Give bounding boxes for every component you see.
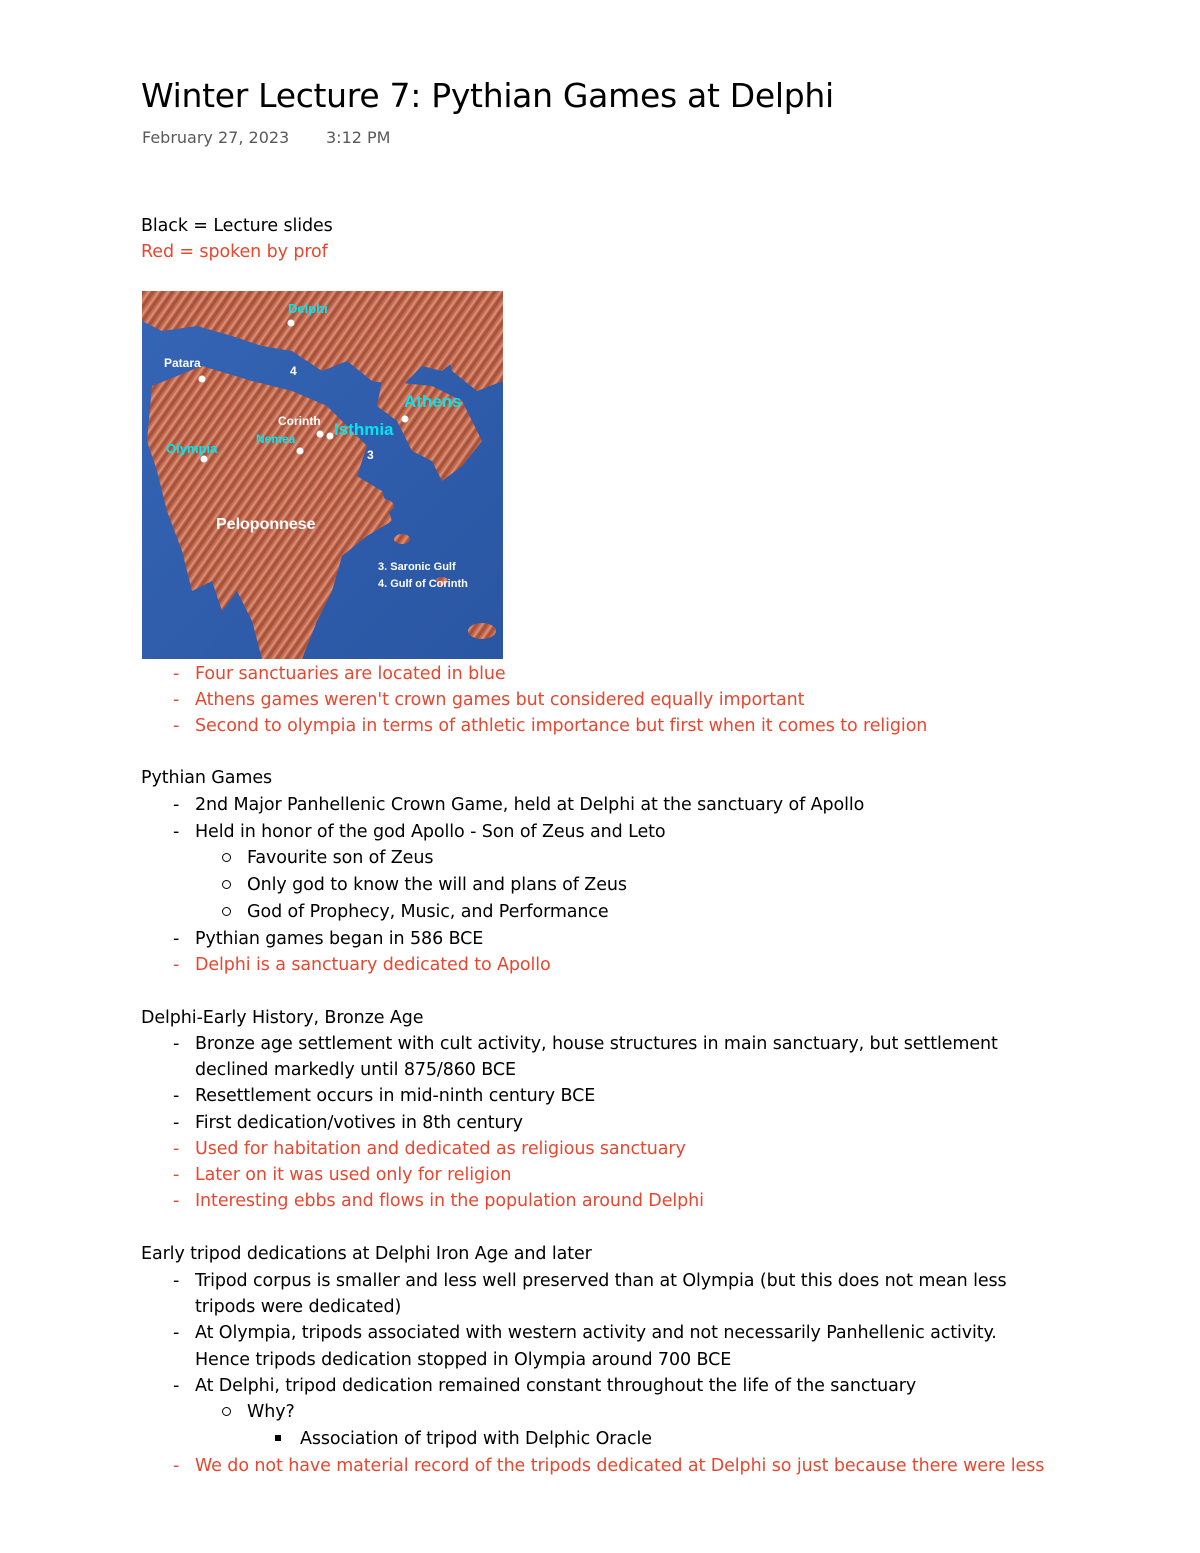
legend-black: Black = Lecture slides: [141, 216, 333, 236]
map-label-isthmia: Isthmia: [334, 420, 394, 439]
peloponnese-map-image: [142, 291, 503, 659]
dash-bullet: -: [173, 1086, 180, 1106]
list-item-continued: declined markedly until 875/860 BCE: [195, 1060, 516, 1080]
dash-bullet: -: [173, 1191, 180, 1211]
list-item: Tripod corpus is smaller and less well preserved than at Olympia (but this does not mean less: [195, 1271, 1007, 1291]
circle-bullet: [222, 880, 231, 889]
circle-bullet: [222, 853, 231, 862]
list-item: Favourite son of Zeus: [247, 848, 434, 868]
list-item: Held in honor of the god Apollo - Son of Zeus and Leto: [195, 822, 666, 842]
list-item: Interesting ebbs and flows in the population around Delphi: [195, 1191, 704, 1211]
athens-dot: [402, 416, 409, 423]
map-legend-corinth: 4. Gulf of Corinth: [378, 578, 468, 590]
map-label-gulf-3: 3: [367, 448, 374, 462]
list-item: Athens games weren't crown games but considered equally important: [195, 690, 805, 710]
isthmia-dot: [327, 433, 334, 440]
corinth-dot: [317, 431, 324, 438]
list-item: God of Prophecy, Music, and Performance: [247, 902, 609, 922]
list-item: Why?: [247, 1402, 295, 1422]
list-item: Later on it was used only for religion: [195, 1165, 512, 1185]
section-heading: Delphi-Early History, Bronze Age: [141, 1008, 424, 1028]
map-label-delphi: Delphi: [288, 301, 328, 316]
circle-bullet: [222, 907, 231, 916]
map-label-corinth: Corinth: [278, 414, 321, 428]
note-time: 3:12 PM: [326, 128, 391, 147]
note-date: February 27, 2023: [142, 128, 290, 147]
dash-bullet: -: [173, 716, 180, 736]
map-label-gulf-4: 4: [290, 364, 297, 378]
list-item: 2nd Major Panhellenic Crown Game, held at Delphi at the sanctuary of Apollo: [195, 795, 865, 815]
list-item: Pythian games began in 586 BCE: [195, 929, 484, 949]
dash-bullet: -: [173, 822, 180, 842]
dash-bullet: -: [173, 1165, 180, 1185]
list-item: First dedication/votives in 8th century: [195, 1113, 523, 1133]
map-label-peloponnese: Peloponnese: [216, 516, 316, 533]
list-item: At Olympia, tripods associated with western activity and not necessarily Panhellenic activity.: [195, 1323, 997, 1343]
list-item: Used for habitation and dedicated as religious sanctuary: [195, 1139, 686, 1159]
dash-bullet: -: [173, 1376, 180, 1396]
nemea-dot: [297, 448, 304, 455]
map-svg: [142, 291, 503, 659]
map-legend-saronic: 3. Saronic Gulf: [378, 561, 456, 573]
circle-bullet: [222, 1407, 231, 1416]
list-item: Second to olympia in terms of athletic importance but first when it comes to religion: [195, 716, 928, 736]
list-item: Bronze age settlement with cult activity, house structures in main sanctuary, but settlement: [195, 1034, 998, 1054]
list-item: Association of tripod with Delphic Oracle: [300, 1429, 652, 1449]
dash-bullet: -: [173, 664, 180, 684]
dash-bullet: -: [173, 1113, 180, 1133]
map-label-patara: Patara: [164, 356, 201, 370]
list-item: We do not have material record of the tripods dedicated at Delphi so just because there were less: [195, 1456, 1045, 1476]
dash-bullet: -: [173, 1456, 180, 1476]
legend-red: Red = spoken by prof: [141, 242, 328, 262]
list-item: Delphi is a sanctuary dedicated to Apollo: [195, 955, 551, 975]
island: [370, 499, 394, 513]
dash-bullet: -: [173, 955, 180, 975]
section-heading: Pythian Games: [141, 768, 273, 788]
map-label-nemea: Nemea: [256, 432, 296, 446]
list-item: Four sanctuaries are located in blue: [195, 664, 506, 684]
dash-bullet: -: [173, 690, 180, 710]
page-title: Winter Lecture 7: Pythian Games at Delphi: [141, 76, 834, 115]
dash-bullet: -: [173, 929, 180, 949]
dash-bullet: -: [173, 1034, 180, 1054]
square-bullet: [275, 1435, 281, 1441]
delphi-dot: [288, 320, 295, 327]
dash-bullet: -: [173, 1323, 180, 1343]
patara-dot: [199, 376, 206, 383]
olympia-dot: [201, 456, 208, 463]
dash-bullet: -: [173, 1139, 180, 1159]
list-item-continued: tripods were dedicated): [195, 1297, 402, 1317]
section-heading: Early tripod dedications at Delphi Iron Age and later: [141, 1244, 592, 1264]
list-item: Only god to know the will and plans of Zeus: [247, 875, 627, 895]
list-item: At Delphi, tripod dedication remained constant throughout the life of the sanctuary: [195, 1376, 917, 1396]
map-label-olympia: Olympia: [166, 441, 218, 456]
island: [394, 534, 410, 544]
island: [468, 623, 496, 639]
list-item: Resettlement occurs in mid-ninth century BCE: [195, 1086, 596, 1106]
map-label-athens: Athens: [404, 392, 462, 411]
dash-bullet: -: [173, 1271, 180, 1291]
dash-bullet: -: [173, 795, 180, 815]
list-item-continued: Hence tripods dedication stopped in Olympia around 700 BCE: [195, 1350, 732, 1370]
